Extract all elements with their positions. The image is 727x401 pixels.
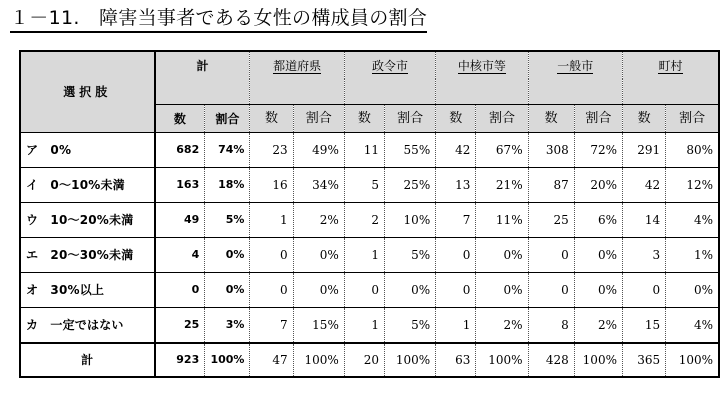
- ratio-cell: 0%: [293, 273, 344, 308]
- count-cell: 25: [528, 203, 574, 238]
- ratio-cell: 34%: [293, 168, 344, 203]
- count-cell: 13: [436, 168, 476, 203]
- choice-header: 選択肢: [20, 51, 155, 133]
- count-cell: 0: [528, 273, 574, 308]
- count-cell: 7: [436, 203, 476, 238]
- choice-label: ウ 10～20%未満: [20, 203, 155, 238]
- count-cell: 1: [344, 308, 384, 344]
- ratio-cell: 80%: [666, 133, 719, 168]
- choice-label: エ 20～30%未満: [20, 238, 155, 273]
- ratio-cell: 0%: [476, 238, 528, 273]
- ratio-cell: 1%: [666, 238, 719, 273]
- count-cell: 15: [622, 308, 665, 344]
- count-cell: 0: [250, 273, 293, 308]
- total-count-cell: 25: [155, 308, 205, 344]
- choice-label: イ 0～10%未満: [20, 168, 155, 203]
- ratio-header: 割合: [574, 105, 622, 133]
- table-row: [20, 273, 719, 308]
- count-cell: 42: [436, 133, 476, 168]
- page-title: １－11. 障害当事者である女性の構成員の割合: [10, 6, 427, 33]
- ratio-cell: 4%: [666, 203, 719, 238]
- total-count-cell: 0: [155, 273, 205, 308]
- ratio-cell: 2%: [293, 203, 344, 238]
- count-cell: 87: [528, 168, 574, 203]
- ratio-cell: 100%: [574, 343, 622, 377]
- ratio-cell: 49%: [293, 133, 344, 168]
- count-cell: 428: [528, 343, 574, 377]
- count-header: 数: [250, 105, 293, 133]
- ratio-header: 割合: [385, 105, 436, 133]
- table-row: [20, 203, 719, 238]
- ratio-cell: 0%: [385, 273, 436, 308]
- survey-table: [19, 50, 720, 378]
- total-count-cell: 4: [155, 238, 205, 273]
- total-ratio-cell: 5%: [205, 203, 250, 238]
- total-ratio-cell: 3%: [205, 308, 250, 344]
- table-row: [20, 133, 719, 168]
- ratio-cell: 0%: [574, 238, 622, 273]
- ratio-cell: 25%: [385, 168, 436, 203]
- group-header: 中核市等: [436, 51, 528, 79]
- total-ratio-cell: 0%: [205, 238, 250, 273]
- group-header: 町村: [622, 51, 719, 79]
- ratio-cell: 4%: [666, 308, 719, 344]
- table-row: [20, 308, 719, 344]
- table-row: [20, 168, 719, 203]
- ratio-cell: 5%: [385, 238, 436, 273]
- count-cell: 42: [622, 168, 665, 203]
- choice-label: ア 0%: [20, 133, 155, 168]
- total-ratio-cell: 0%: [205, 273, 250, 308]
- total-count-cell: 163: [155, 168, 205, 203]
- count-cell: 1: [436, 308, 476, 344]
- ratio-header: 割合: [476, 105, 528, 133]
- count-cell: 365: [622, 343, 665, 377]
- ratio-cell: 0%: [574, 273, 622, 308]
- ratio-cell: 100%: [293, 343, 344, 377]
- total-ratio-cell: 18%: [205, 168, 250, 203]
- ratio-cell: 0%: [666, 273, 719, 308]
- count-header: 数: [344, 105, 384, 133]
- ratio-cell: 6%: [574, 203, 622, 238]
- count-header: 数: [155, 105, 205, 133]
- total-row-label: 計: [20, 343, 155, 377]
- ratio-cell: 15%: [293, 308, 344, 344]
- ratio-cell: 5%: [385, 308, 436, 344]
- count-cell: 63: [436, 343, 476, 377]
- count-header: 数: [528, 105, 574, 133]
- ratio-cell: 10%: [385, 203, 436, 238]
- ratio-cell: 55%: [385, 133, 436, 168]
- count-cell: 47: [250, 343, 293, 377]
- ratio-header: 割合: [293, 105, 344, 133]
- ratio-cell: 11%: [476, 203, 528, 238]
- count-cell: 8: [528, 308, 574, 344]
- count-cell: 0: [344, 273, 384, 308]
- total-count-cell: 682: [155, 133, 205, 168]
- ratio-cell: 0%: [293, 238, 344, 273]
- header-row-groups: [20, 51, 719, 79]
- count-header: 数: [622, 105, 665, 133]
- ratio-cell: 12%: [666, 168, 719, 203]
- count-cell: 11: [344, 133, 384, 168]
- ratio-header: 割合: [205, 105, 250, 133]
- count-cell: 23: [250, 133, 293, 168]
- count-cell: 2: [344, 203, 384, 238]
- ratio-cell: 20%: [574, 168, 622, 203]
- group-header: 政令市: [344, 51, 435, 79]
- total-count-cell: 49: [155, 203, 205, 238]
- total-ratio-cell: 74%: [205, 133, 250, 168]
- count-cell: 16: [250, 168, 293, 203]
- count-cell: 0: [436, 273, 476, 308]
- count-cell: 5: [344, 168, 384, 203]
- count-cell: 308: [528, 133, 574, 168]
- ratio-cell: 100%: [666, 343, 719, 377]
- ratio-cell: 0%: [476, 273, 528, 308]
- count-cell: 0: [528, 238, 574, 273]
- ratio-cell: 2%: [574, 308, 622, 344]
- table-row: [20, 238, 719, 273]
- choice-label: オ 30%以上: [20, 273, 155, 308]
- ratio-cell: 21%: [476, 168, 528, 203]
- count-cell: 291: [622, 133, 665, 168]
- ratio-cell: 2%: [476, 308, 528, 344]
- ratio-cell: 100%: [385, 343, 436, 377]
- count-cell: 7: [250, 308, 293, 344]
- total-count-cell: 923: [155, 343, 205, 377]
- ratio-cell: 72%: [574, 133, 622, 168]
- count-cell: 0: [436, 238, 476, 273]
- count-cell: 0: [250, 238, 293, 273]
- total-row: [20, 343, 719, 377]
- group-header: 一般市: [528, 51, 622, 79]
- count-cell: 1: [250, 203, 293, 238]
- count-cell: 0: [622, 273, 665, 308]
- ratio-cell: 67%: [476, 133, 528, 168]
- group-header: 都道府県: [250, 51, 344, 79]
- ratio-header: 割合: [666, 105, 719, 133]
- count-cell: 1: [344, 238, 384, 273]
- count-cell: 14: [622, 203, 665, 238]
- count-header: 数: [436, 105, 476, 133]
- count-cell: 3: [622, 238, 665, 273]
- count-cell: 20: [344, 343, 384, 377]
- choice-label: カ 一定ではない: [20, 308, 155, 344]
- total-ratio-cell: 100%: [205, 343, 250, 377]
- ratio-cell: 100%: [476, 343, 528, 377]
- total-header: 計: [155, 51, 250, 79]
